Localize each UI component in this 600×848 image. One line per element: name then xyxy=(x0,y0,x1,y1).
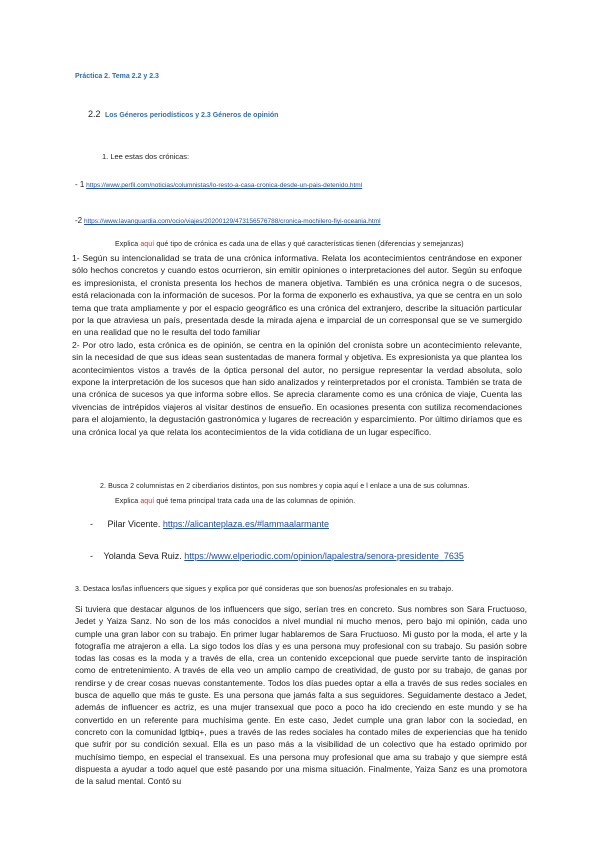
link2-prefix: -2 xyxy=(75,216,83,225)
task2-label: 2. Busca 2 columnistas en 2 ciberdiarios distintos, pon sus nombres y copia aquí e l enlace a una de sus columnas. xyxy=(100,483,470,490)
practice-title: Práctica 2. Tema 2.2 y 2.3 xyxy=(75,73,159,80)
task1-label: 1. Lee estas dos crónicas: xyxy=(102,152,190,161)
task1-instruction xyxy=(115,241,464,248)
task3-label: 3. Destaca los/las influencers que sigues y explica por qué consideras que son buenos/as profesionales en su trabajo. xyxy=(75,586,454,593)
section-title: Los Géneros periodísticos y 2.3 Géneros de opinión xyxy=(104,112,279,119)
link1-prefix: - 1 xyxy=(75,180,85,189)
task1-answer xyxy=(72,252,522,438)
instruction-aqui: aquí xyxy=(140,498,155,505)
instruction-text: Explica xyxy=(115,498,141,505)
columnist-row xyxy=(90,551,464,561)
instruction-text: qué tema principal trata cada una de las columnas de opinión. xyxy=(154,498,356,505)
answer-paragraph-1: 1- Según su intencionalidad se trata de una crónica informativa. Relata los acontecimientos centrándose en exponer sólo hechos concretos y cuando estos ocurrieron, sin emitir opiniones o interpretaciones del autor. Según su enfoque es impresionista, el cronista presenta los hechos de manera objetiva. También es una crónica negra o de sucesos, está relacionada con la información de sucesos. Por la forma de exponerlo es exhaustiva, ya que se centra en un solo tema que trata ampliamente y por el espacio geográfico es una crónica del extranjero, describe la situación particular por la que atraviesa un país, presentada desde la mirada ajena e imparcial de un corresponsal que se ve sumergido en una realidad que no le resulta del todo familiar xyxy=(72,253,523,338)
bullet: - xyxy=(90,551,93,561)
columnist-row xyxy=(90,519,329,529)
bullet: - xyxy=(90,519,93,529)
task2-instruction xyxy=(115,498,355,505)
instruction-text: qué tipo de crónica es cada una de ellas y qué características tienen (diferencias y semejanzas) xyxy=(154,241,464,248)
columnist-name: Yolanda Seva Ruiz. xyxy=(103,551,185,561)
link1[interactable]: https://www.perfil.com/noticias/columnistas/lo-resto-a-casa-cronica-desde-un-pais-detenido.html xyxy=(86,182,363,189)
section-heading xyxy=(88,104,278,122)
link2-line xyxy=(75,216,381,225)
columnist-link[interactable]: https://www.elperiodic.com/opinion/lapalestra/senora-presidente_7635 xyxy=(184,551,464,561)
instruction-aqui: aquí xyxy=(140,241,155,248)
columnist-link[interactable]: https://alicanteplaza.es/#lammaalarmante xyxy=(162,519,329,529)
columnist-name: Pilar Vicente. xyxy=(107,519,163,529)
instruction-text: Explica xyxy=(115,241,141,248)
task3-answer: Si tuviera que destacar algunos de los influencers que sigo, serían tres en concreto. Sus nombres son Sara Fructuoso, Jedet y Yaiza Sanz. No son de los más conocidos a nivel mundial ni mucho menos, pero bajo mi opinión, cada uno cumple una gran labor con su trabajo. En primer lugar hablaremos de Sara Fructuoso. Mi gusto por la moda, el arte y la fotografía me atrajeron a ella. La sigo todos los días y es una persona muy profesional con su trabajo. Su pasión sobre todas las cosas es la moda y a través de ella, crea un contenido excepcional que puede servirte tanto de inspiración como de entretenimiento. A través de ella veo un amplio campo de creatividad, de gusto por su trabajo, de ganas por rendirse y de crear cosas nuevas constantemente. Todos los días puedes optar a ella a través de sus redes sociales en busca de aquello que más te guste. Es una persona que jamás falta a sus seguidores. Seguidamente destaco a Jedet, además de influencer es actriz, es una mujer transexual que poco a poco ha ido creciendo en este mundo y se ha convertido en un referente para muchísima gente. En este caso, Jedet cumple una gran labor con la sociedad, en concreto con la comunidad lgtbiq+, pues a través de las redes sociales ha contado miles de experiencias que ha tenido que sufrir por su condición sexual. Ella es un paso más a la visibilidad de un colectivo que ha estado oprimido por muchísimo tiempo, en especial el transexual. Es una persona muy profesional que ama su trabajo y que siempre está dispuesta a ayudar a todo aquel que esté pasando por una misma situación. Finalmente, Yaiza Sanz es una promotora de la salud mental. Contó su xyxy=(75,604,527,787)
section-number: 2.2 xyxy=(88,109,101,119)
link2[interactable]: https://www.lavanguardia.com/ocio/viajes/20200129/473156576788/cronica-mochilero-fiyi-oceania.html xyxy=(83,218,381,225)
answer-paragraph-2: 2- Por otro lado, esta crónica es de opinión, se centra en la opinión del cronista sobre un acontecimiento relevante, sin la necesidad de que sus ideas sean sustentadas de manera formal y objetiva. Es expresionista ya que plantea los acontecimientos vistos a través de la óptica personal del autor, no persigue representar la verdad absoluta, solo expone la interpretación de los sucesos que han sido analizados y reinterpretados por el cronista. También se trata de una crónica de sucesos ya que informa sobre ellos. Se aprecia claramente como es una crónica de viaje, Cuenta las vivencias de intrépidos viajeros al visitar destinos de ensueño. En ocasiones presenta con sutiliza recomendaciones para el alojamiento, la degustación gastronómica y lugares de recreación y esparcimiento. Por último diríamos que es una crónica local ya que relata los acontecimientos de la vida cotidiana de un lugar específico. xyxy=(72,339,522,437)
link1-line xyxy=(75,180,362,189)
